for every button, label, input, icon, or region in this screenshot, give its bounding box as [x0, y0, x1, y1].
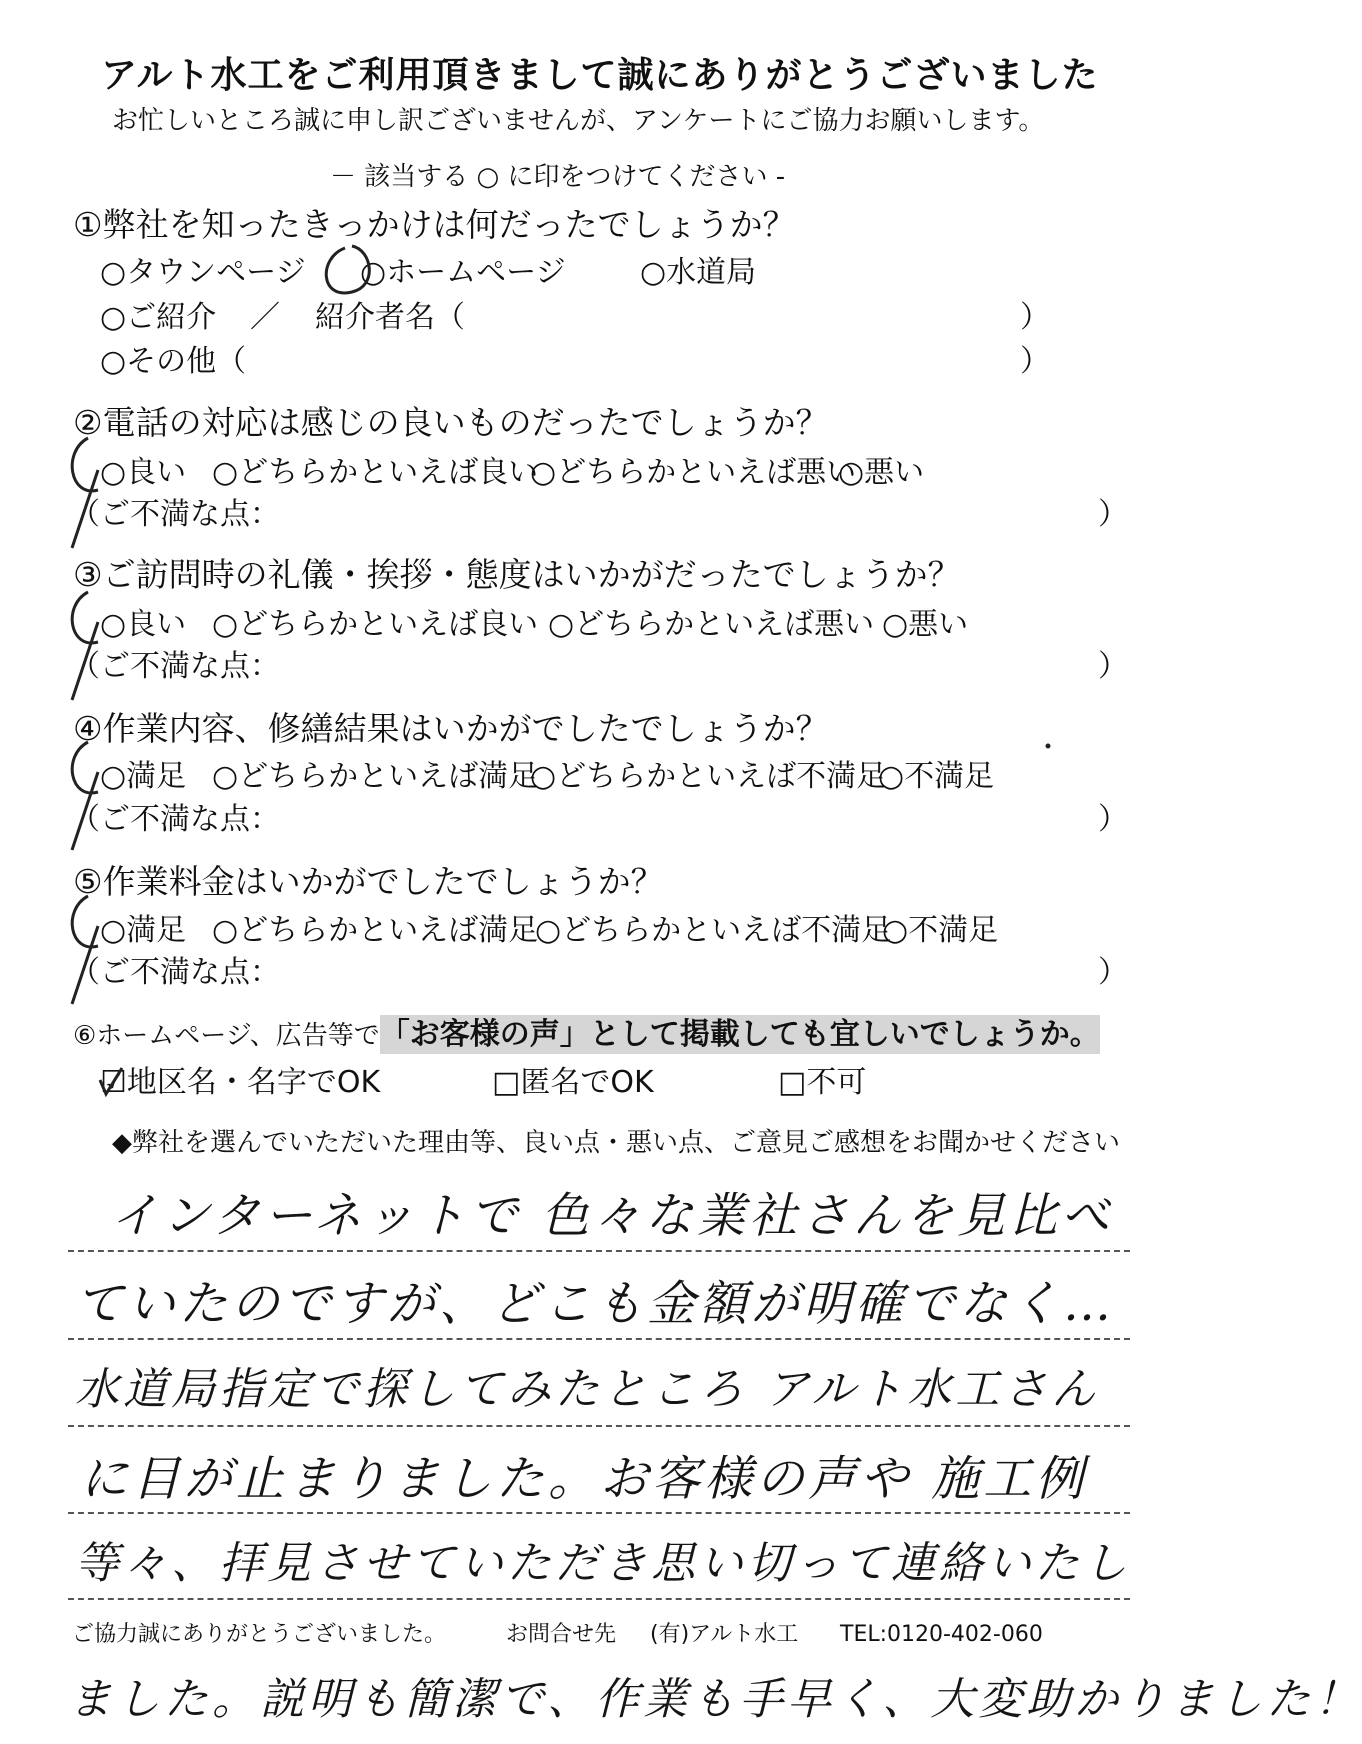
q1-question: ①弊社を知ったきっかけは何だったでしょうか？: [73, 205, 796, 244]
survey-subtitle: お忙しいところ誠に申し訳ございませんが、アンケートにご協力お願いします。: [112, 106, 1045, 136]
q6-option-anonymous-ok[interactable]: □匿名でOK: [492, 1065, 654, 1100]
handwritten-comment-line: ていたのですが、どこも金額が明確でなく…: [75, 1276, 1116, 1332]
q1-other-close: ）: [1020, 344, 1050, 379]
handwritten-comment-line: 等々、拝見させていただき思い切って連絡いたし: [75, 1538, 1131, 1589]
q1-referrer-label: 紹介者名（: [315, 300, 465, 335]
q5-option-rather-unsatisfied[interactable]: ○どちらかといえば不満足: [535, 913, 892, 948]
q2-complaint-label: （ご不満な点：: [70, 497, 280, 532]
q1-slash: ／: [250, 300, 280, 335]
q5-option-satisfied[interactable]: ○満足: [100, 913, 187, 948]
footer-thanks: ご協力誠にありがとうございました。: [72, 1622, 447, 1647]
q2-option-good[interactable]: ○良い: [100, 455, 187, 490]
q1-option-referral[interactable]: ○ご紹介: [100, 300, 217, 335]
q4-option-rather-satisfied[interactable]: ○どちらかといえば満足: [212, 759, 539, 794]
q1-referrer-close: ）: [1020, 300, 1050, 335]
q2-option-rather-good[interactable]: ○どちらかといえば良い: [212, 455, 539, 490]
q2-complaint-close: ）: [1098, 497, 1128, 532]
q3-option-bad[interactable]: ○悪い: [882, 607, 969, 642]
q3-complaint-close: ）: [1098, 649, 1128, 684]
q6-option-not-allowed[interactable]: □不可: [778, 1065, 867, 1100]
q3-option-rather-bad[interactable]: ○どちらかといえば悪い: [548, 607, 875, 642]
q2-question: ②電話の対応は感じの良いものだったでしょうか？: [73, 403, 829, 442]
footer-company: (有)アルト水工: [650, 1622, 799, 1647]
q3-check-mark: [72, 592, 98, 700]
q4-option-rather-unsatisfied[interactable]: ○どちらかといえば不満足: [530, 759, 887, 794]
q1-option-water-bureau[interactable]: ○水道局: [640, 255, 757, 290]
q1-option-other[interactable]: ○その他（: [100, 344, 247, 379]
q4-check-mark: [72, 742, 98, 850]
q5-check-mark: [72, 896, 98, 1004]
q6-question-highlight: 「お客様の声」として掲載しても宜しいでしょうか。: [379, 1017, 1100, 1052]
q6-check-mark: [100, 1068, 122, 1094]
q1-option-homepage[interactable]: ○ホームページ: [360, 255, 566, 290]
stray-dot: [1046, 744, 1051, 749]
comment-prompt: ◆弊社を選んでいただいた理由等、良い点・悪い点、ご意見ご感想をお聞かせください: [112, 1128, 1120, 1158]
q5-complaint-label: （ご不満な点：: [70, 955, 280, 990]
q6-option-name-ok[interactable]: ☑地区名・名字でOK: [100, 1065, 381, 1100]
q4-option-satisfied[interactable]: ○満足: [100, 759, 187, 794]
q3-option-rather-good[interactable]: ○どちらかといえば良い: [212, 607, 539, 642]
survey-title: アルト水工をご利用頂きまして誠にありがとうございました: [101, 55, 1099, 96]
footer-tel: TEL:0120-402-060: [840, 1622, 1043, 1647]
q1-homepage-check-mark: [326, 246, 369, 293]
q5-complaint-close: ）: [1098, 955, 1128, 990]
q5-option-rather-satisfied[interactable]: ○どちらかといえば満足: [212, 913, 539, 948]
q4-complaint-close: ）: [1098, 802, 1128, 837]
footer-contact-label: お問合せ先: [506, 1622, 617, 1647]
instruction: － 該当する ○ に印をつけてください -: [330, 162, 786, 192]
q4-option-unsatisfied[interactable]: ○不満足: [878, 759, 995, 794]
q6-question-prefix: ⑥ホームページ、広告等で: [73, 1021, 380, 1051]
handwritten-comment-line: ました。説明も簡潔で、作業も手早く、大変助かりました！: [68, 1674, 1362, 1725]
q2-option-rather-bad[interactable]: ○どちらかといえば悪い: [530, 455, 857, 490]
q5-question: ⑤作業料金はいかがでしたでしょうか？: [73, 862, 664, 901]
q4-complaint-label: （ご不満な点：: [70, 802, 280, 837]
q5-option-unsatisfied[interactable]: ○不満足: [882, 913, 999, 948]
q2-option-bad[interactable]: ○悪い: [838, 455, 925, 490]
q4-question: ④作業内容、修繕結果はいかがでしたでしょうか？: [73, 709, 829, 748]
q3-question: ③ご訪問時の礼儀・挨拶・態度はいかがだったでしょうか？: [73, 555, 961, 594]
handwritten-comment-line: インターネットで 色々な業社さんを見比べ: [110, 1188, 1113, 1244]
q1-option-townpage[interactable]: ○タウンページ: [100, 255, 306, 290]
handwritten-comment-line: 水道局指定で探してみたところ アルト水工さん: [75, 1364, 1100, 1415]
q2-check-mark: [72, 438, 98, 548]
handwritten-comment-line: に目が止まりました。お客様の声や 施工例: [80, 1451, 1088, 1507]
q3-option-good[interactable]: ○良い: [100, 607, 187, 642]
q3-complaint-label: （ご不満な点：: [70, 649, 280, 684]
